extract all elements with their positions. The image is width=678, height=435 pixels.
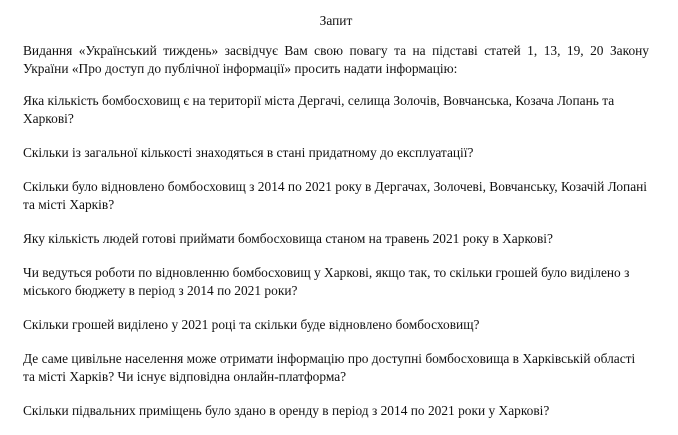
intro-paragraph: Видання «Український тиждень» засвідчує Вам свою повагу та на підставі статей 1, 13, 19, 20 Закону України «Про доступ до публічної інформації» просить надати інформацію: bbox=[23, 43, 649, 76]
question-3: Скільки було відновлено бомбосховищ з 2014 по 2021 року в Дергачах, Золочеві, Вовчанську, Козачій Лопані та місті Харків? bbox=[23, 179, 648, 212]
question-8: Скільки підвальних приміщень було здано в оренду в період з 2014 по 2021 роки у Харкові? bbox=[23, 403, 550, 418]
question-5: Чи ведуться роботи по відновленню бомбосховищ у Харкові, якщо так, то скільки грошей було виділено з міського бюджету в період з 2014 по 2021 роки? bbox=[23, 265, 630, 298]
question-7: Де саме цивільне населення може отримати інформацію про доступні бомбосховища в Харківській області та місті Харків? Чи існує відповідна онлайн-платформа? bbox=[23, 351, 636, 384]
question-6: Скільки грошей виділено у 2021 році та скільки буде відновлено бомбосховищ? bbox=[23, 317, 480, 332]
question-1: Яка кількість бомбосховищ є на території міста Дергачі, селища Золочів, Вовчанська, Козача Лопань та Харкові? bbox=[23, 93, 615, 126]
question-2: Скільки із загальної кількості знаходяться в стані придатному до експлуатації? bbox=[23, 145, 474, 160]
document bbox=[23, 12, 649, 420]
question-4: Яку кількість людей готові приймати бомбосховища станом на травень 2021 року в Харкові? bbox=[23, 231, 553, 246]
document-title: Запит bbox=[319, 13, 353, 28]
